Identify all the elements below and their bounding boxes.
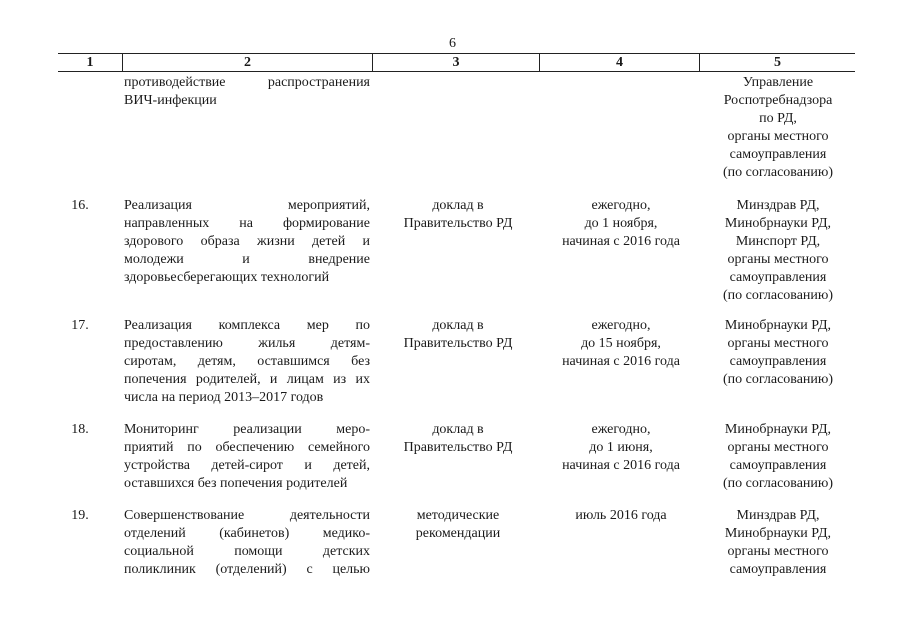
task-line: ВИЧ-инфекции <box>124 93 217 108</box>
deadline-line: до 1 июня, <box>589 440 653 455</box>
deadline-line: ежегодно, <box>591 198 651 213</box>
responsible-line: Минобрнауки РД, <box>724 422 832 437</box>
responsible-line: (по согласованию) <box>722 288 834 303</box>
row-deadline <box>541 421 701 475</box>
deadline-line: ежегодно, <box>591 318 651 333</box>
responsible-line: органы местного <box>727 544 829 559</box>
task-line: Совершенствование деятельности <box>124 508 370 523</box>
column-header-1: 1 <box>86 55 94 70</box>
row-report-form <box>378 317 538 353</box>
task-line: предоставлению жилья детям- <box>124 336 370 351</box>
responsible-line: самоуправления <box>729 562 827 577</box>
row-deadline <box>541 317 701 371</box>
task-line: направленных на формирование <box>124 216 370 231</box>
responsible-line: Роспотребнадзора <box>723 93 833 108</box>
row-responsible <box>704 507 852 579</box>
task-line: приятий по обеспечению семейного <box>124 440 370 455</box>
form-line: доклад в <box>432 198 484 213</box>
responsible-line: самоуправления <box>729 147 827 162</box>
row-task <box>124 197 370 287</box>
column-header-2: 2 <box>244 55 251 70</box>
responsible-line: органы местного <box>727 336 829 351</box>
row-task <box>124 317 370 407</box>
form-line: доклад в <box>432 318 484 333</box>
task-line: Реализация мероприятий, <box>124 198 370 213</box>
form-line: Правительство РД <box>403 336 513 351</box>
task-line: Реализация комплекса мер по <box>124 318 370 333</box>
row-deadline <box>541 197 701 251</box>
responsible-line: самоуправления <box>729 354 827 369</box>
responsible-line: Минобрнауки РД, <box>724 318 832 333</box>
responsible-line: самоуправления <box>729 270 827 285</box>
row-number: 19. <box>71 508 89 523</box>
form-line: методические <box>416 508 500 523</box>
task-line: Мониторинг реализации меро- <box>124 422 370 437</box>
deadline-line: ежегодно, <box>591 422 651 437</box>
row-number: 16. <box>71 198 89 213</box>
responsible-line: Минобрнауки РД, <box>724 216 832 231</box>
row-task <box>124 421 370 493</box>
responsible-line: (по согласованию) <box>722 165 834 180</box>
deadline-line: до 1 ноября, <box>584 216 658 231</box>
column-header-3: 3 <box>452 55 460 70</box>
responsible-line: (по согласованию) <box>722 372 834 387</box>
responsible-line: Минобрнауки РД, <box>724 526 832 541</box>
responsible-line: Минспорт РД, <box>735 234 821 249</box>
deadline-line: начиная с 2016 года <box>562 354 680 369</box>
task-line: числа на период 2013–2017 годов <box>124 390 324 405</box>
row-responsible <box>704 197 852 305</box>
responsible-line: самоуправления <box>729 458 827 473</box>
form-line: Правительство РД <box>403 216 513 231</box>
continued-responsible <box>704 74 852 182</box>
task-line: молодежи и внедрение <box>124 252 370 267</box>
column-header-5: 5 <box>774 55 781 70</box>
form-line: доклад в <box>432 422 484 437</box>
responsible-line: Минздрав РД, <box>736 508 820 523</box>
form-line: рекомендации <box>415 526 501 541</box>
page-number: 6 <box>449 36 456 51</box>
task-line: здоровьесберегающих технологий <box>124 270 330 285</box>
task-line: сиротам, детям, оставшимся без <box>124 354 370 369</box>
deadline-line: до 15 ноября, <box>581 336 661 351</box>
row-responsible <box>704 421 852 493</box>
responsible-line: Управление <box>742 75 814 90</box>
responsible-line: органы местного <box>727 252 829 267</box>
responsible-line: органы местного <box>727 440 829 455</box>
deadline-line: июль 2016 года <box>575 508 667 523</box>
row-task <box>124 507 370 579</box>
responsible-line: (по согласованию) <box>722 476 834 491</box>
task-line: оставшихся без попечения родителей <box>124 476 348 491</box>
deadline-line: начиная с 2016 года <box>562 458 680 473</box>
deadline-line: начиная с 2016 года <box>562 234 680 249</box>
task-line: попечения родителей, и лицам из их <box>124 372 370 387</box>
continued-task <box>124 74 370 110</box>
responsible-line: Минздрав РД, <box>736 198 820 213</box>
task-line: отделений (кабинетов) медико- <box>124 526 370 541</box>
task-line: здорового образа жизни детей и <box>124 234 370 249</box>
row-report-form <box>378 197 538 233</box>
row-number: 17. <box>71 318 89 333</box>
task-line: противодействие распространения <box>124 75 370 90</box>
task-line: устройства детей-сирот и детей, <box>124 458 370 473</box>
table-header <box>58 53 855 72</box>
form-line: Правительство РД <box>403 440 513 455</box>
task-line: социальной помощи детских <box>124 544 370 559</box>
row-report-form <box>378 507 538 543</box>
responsible-line: по РД, <box>759 111 797 126</box>
row-report-form <box>378 421 538 457</box>
row-deadline <box>541 507 701 525</box>
row-responsible <box>704 317 852 389</box>
responsible-line: органы местного <box>727 129 829 144</box>
column-header-4: 4 <box>616 55 623 70</box>
task-line: поликлиник (отделений) с целью <box>124 562 370 577</box>
row-number: 18. <box>71 422 89 437</box>
